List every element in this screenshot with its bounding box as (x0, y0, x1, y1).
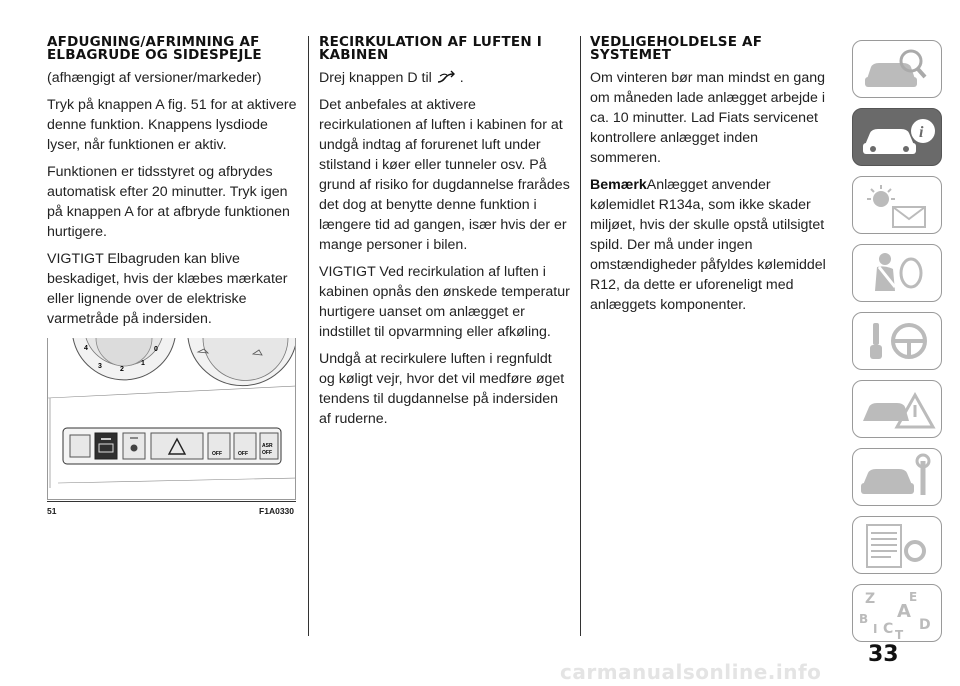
defrost-warning: VIGTIGT Elbagruden kan blive beskadiget, hvis der klæbes mærkater eller lignende over de elektriske varmetråde på indersiden. (47, 251, 288, 327)
figure-image (47, 338, 296, 500)
figure-number: 51 (47, 506, 57, 516)
temperature-dial (73, 338, 175, 380)
dial-label-2: 2 (120, 366, 124, 373)
index-letter-i: I (873, 622, 878, 636)
index-letter-d: D (919, 617, 931, 633)
figure-caption (47, 501, 296, 518)
column-divider-1 (308, 36, 309, 636)
defrost-paragraph-1: Tryk på knappen A fig. 51 for at aktivere denne funktion. Knappens lysdiode lyser, når funktionen er aktiv. (47, 97, 297, 153)
lights-and-messages-icon (853, 177, 943, 235)
tab-index[interactable] (852, 584, 942, 642)
seatbelt-airbag-icon (853, 245, 943, 303)
tab-safety[interactable] (852, 244, 942, 302)
column-divider-2 (580, 36, 581, 636)
svg-text:i: i (919, 124, 924, 141)
recirculation-heading: RECIRKULATION AF LUFTEN I KABINEN (319, 34, 542, 63)
car-info-search-icon (853, 41, 943, 99)
air-distribution-dial (188, 338, 296, 386)
page-number: 33 (868, 642, 899, 667)
maintenance-paragraph: Om vinteren bør man mindst en gang om måneden lade anlægget arbejde i ca. 10 minutter. Lad Fiats servicenet kontrollere anlægget inden sommeren. (590, 70, 826, 166)
car-info-icon (853, 109, 943, 167)
asr-off-label: OFF (262, 450, 272, 456)
index-letter-c: C (883, 621, 894, 637)
recirculation-instruction (319, 68, 571, 88)
recirculation-instruction-end: . (459, 70, 464, 86)
key-steering-wheel-icon (853, 313, 943, 371)
tab-car-info[interactable] (852, 108, 942, 166)
index-letter-e: E (909, 590, 918, 604)
climate-panel-illustration (48, 338, 296, 500)
figure-51 (47, 338, 296, 518)
button-off-label-2: OFF (238, 451, 248, 457)
recirculation-paragraph-2: VIGTIGT Ved recirkulation af luften i kabinen opnås den ønskede temperatur hurtigere uanset om anlægget er indstillet til opvarmning eller afkøling. (319, 264, 570, 340)
maintenance-section (590, 36, 832, 322)
tab-lights-messages[interactable] (852, 176, 942, 234)
tab-emergency[interactable] (852, 380, 942, 438)
index-letter-t: T (895, 628, 904, 642)
defrost-versions-note: (afhængigt af versioner/markeder) (47, 70, 262, 86)
dial-label-1: 1 (141, 360, 145, 367)
asr-label: ASR (262, 443, 273, 449)
note-text: Anlægget anvender kølemidlet R134a, som ikke skader miljøet, hvis der skulle opstå utilsigtet spild. Der må under ingen omstændigheder påfyldes kølemiddel R12, da dette er uforeneligt med anlæggets komponenter. (590, 177, 826, 313)
recirculation-section (319, 36, 571, 436)
dial-label-0: 0 (154, 346, 158, 353)
maintenance-note (590, 175, 832, 315)
index-letter-b: B (859, 612, 869, 626)
button-off-label-1: OFF (212, 451, 222, 457)
tab-technical-data[interactable] (852, 516, 942, 574)
tab-car-info-search[interactable] (852, 40, 942, 98)
defrost-heading: AFDUGNING/AFRIMNING AF ELBAGRUDE OG SIDESPEJLE (47, 34, 262, 63)
tab-start-drive[interactable] (852, 312, 942, 370)
tab-maintenance[interactable] (852, 448, 942, 506)
technical-data-list-icon (853, 517, 943, 575)
dial-label-3: 3 (98, 363, 102, 370)
car-wrench-icon (853, 449, 943, 507)
defrost-paragraph-2: Funktionen er tidsstyret og afbrydes automatisk efter 20 minutter. Tryk igen på knappen A for at afbryde funktionen hurtigere. (47, 164, 290, 240)
alphabetical-index-icon (853, 585, 943, 643)
recirculation-icon (436, 69, 456, 85)
button-bar (63, 428, 281, 464)
defrost-section (47, 36, 297, 336)
recirculation-paragraph-3: Undgå at recirkulere luften i regnfuldt og køligt vejr, hvor det vil medføre øget tendens til dugdannelse på indersiden af ruderne. (319, 351, 565, 427)
watermark: carmanualsonline.info (560, 660, 822, 684)
figure-code: F1A0330 (259, 506, 294, 516)
recirculation-paragraph-1: Det anbefales at aktivere recirkulationen af luften i kabinen for at undgå indtag af forurenet luft under stilstand i køer eller tunneler osv. På grund af risiko for dugdannelse frarådes det dog at benytte denne funktion i længere tid ad gangen, især hvis der er mange personer i bilen. (319, 97, 570, 253)
dial-label-4: 4 (84, 345, 88, 352)
car-warning-triangle-icon (853, 381, 943, 439)
index-letter-z: Z (865, 591, 876, 607)
index-letter-a: A (897, 601, 911, 622)
maintenance-heading: VEDLIGEHOLDELSE AF SYSTEMET (590, 34, 763, 63)
note-label: Bemærk (590, 177, 647, 193)
recirculation-instruction-text: Drej knappen D til (319, 70, 432, 86)
